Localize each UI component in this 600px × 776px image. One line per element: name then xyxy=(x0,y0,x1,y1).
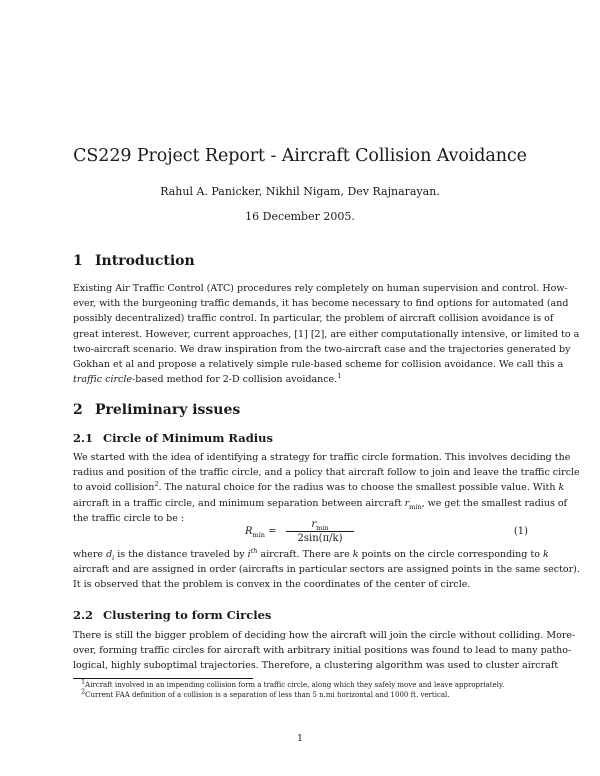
text-line: It is observed that the problem is convex in the coordinates of the center of circle. xyxy=(73,579,471,591)
text-line: logical, highly suboptimal trajectories. Therefore, a clustering algorithm was used to cluster aircraft xyxy=(73,660,559,672)
text-line: Gokhan et al and propose a relatively simple rule-based scheme for collision avoidance. We call this a xyxy=(73,359,564,371)
section-number: 1 xyxy=(73,253,83,269)
equation-number: (1) xyxy=(513,526,528,537)
footnote-2: $^2$Current FAA definition of a collision is a separation of less than 5 n.mi horizontal and 1000 ft. vertical. xyxy=(81,687,450,699)
footnote-rule xyxy=(73,678,253,679)
subsection-number: 2.1 xyxy=(73,431,94,445)
text-line: great interest. However, current approaches, [1] [2], are either computationally intensive, or limited to a xyxy=(73,328,580,340)
text-line: There is still the bigger problem of deciding how the aircraft will join the circle without colliding. More- xyxy=(73,630,576,641)
author-list: Rahul A. Panicker, Nikhil Nigam, Dev Rajnarayan. xyxy=(160,185,440,198)
fraction-denominator: 2sin(π/k) xyxy=(297,533,343,544)
footnote-mark: 1 xyxy=(81,677,86,686)
paper-title: CS229 Project Report - Aircraft Collision Avoidance xyxy=(73,146,527,166)
footnote-ref: 2 xyxy=(154,480,159,489)
introduction-paragraph xyxy=(73,281,580,387)
minimum-radius-paragraph xyxy=(73,450,580,526)
footnote-1: $^1$Aircraft involved in an impending collision form a traffic circle, along which they safely move and leave appropriately. xyxy=(81,677,505,689)
equation-explanation-paragraph xyxy=(73,546,580,593)
section-heading-introduction xyxy=(73,253,195,269)
text-line: Existing Air Traffic Control (ATC) procedures rely completely on human supervision and control. How- xyxy=(73,283,568,294)
subsection-heading-circle-of-minimum-radius xyxy=(73,431,273,445)
paper-date: 16 December 2005. xyxy=(245,210,355,223)
page-number: 1 xyxy=(296,733,304,744)
text-line: the traffic circle to be : xyxy=(73,512,185,524)
subsection-heading-clustering xyxy=(73,608,271,622)
section-number: 2 xyxy=(73,402,83,418)
equation-fraction xyxy=(286,519,354,544)
section-heading-preliminary-issues xyxy=(73,402,240,418)
text-line: aircraft in a traffic circle, and minimum separation between aircraft $r_{min}$, we get the smallest radius of xyxy=(73,497,568,511)
text-line: to avoid collision$^2$. The natural choice for the radius was to choose the smallest possible value. With k xyxy=(73,480,565,494)
subsection-title: Clustering to form Circles xyxy=(103,608,272,622)
text-line: radius and position of the traffic circle, and a policy that aircraft follow to join and leave the traffic circle xyxy=(73,467,580,479)
text-line: aircraft and are assigned in order (aircrafts in particular sectors are assigned points in the same sector). xyxy=(73,564,580,576)
text-line: possibly decentralized) traffic control. In particular, the problem of aircraft collision avoidance is of xyxy=(73,313,554,325)
section-title: Introduction xyxy=(95,253,195,269)
clustering-paragraph xyxy=(73,628,576,674)
equation-lhs: $R_{min}$ = xyxy=(245,526,277,539)
equation-1 xyxy=(73,519,528,545)
footnote-mark: 2 xyxy=(81,687,86,696)
text-line: ever, with the burgeoning traffic demands, it has become necessary to find options for automated (and xyxy=(73,298,569,310)
section-title: Preliminary issues xyxy=(95,402,241,418)
subsection-title: Circle of Minimum Radius xyxy=(103,431,273,445)
fraction-numerator: $r_{min}$ xyxy=(286,519,354,532)
footnote-ref: 1 xyxy=(337,372,342,381)
text-line: over, forming traffic circles for aircraft with arbitrary initial positions was found to lead to many patho- xyxy=(73,645,572,657)
italic-term: traffic circle xyxy=(73,374,133,386)
text-line: We started with the idea of identifying a strategy for traffic circle formation. This involves deciding the xyxy=(73,452,571,463)
subsection-number: 2.2 xyxy=(73,608,94,622)
text-line: where $d_i$ is the distance traveled by $i^{th}$ aircraft. There are k points on the circle corresponding to k xyxy=(73,546,549,562)
text-line: traffic circle-based method for 2-D collision avoidance.$^1$ xyxy=(73,372,342,386)
text-line: two-aircraft scenario. We draw inspiration from the two-aircraft case and the trajectories generated by xyxy=(73,343,571,355)
